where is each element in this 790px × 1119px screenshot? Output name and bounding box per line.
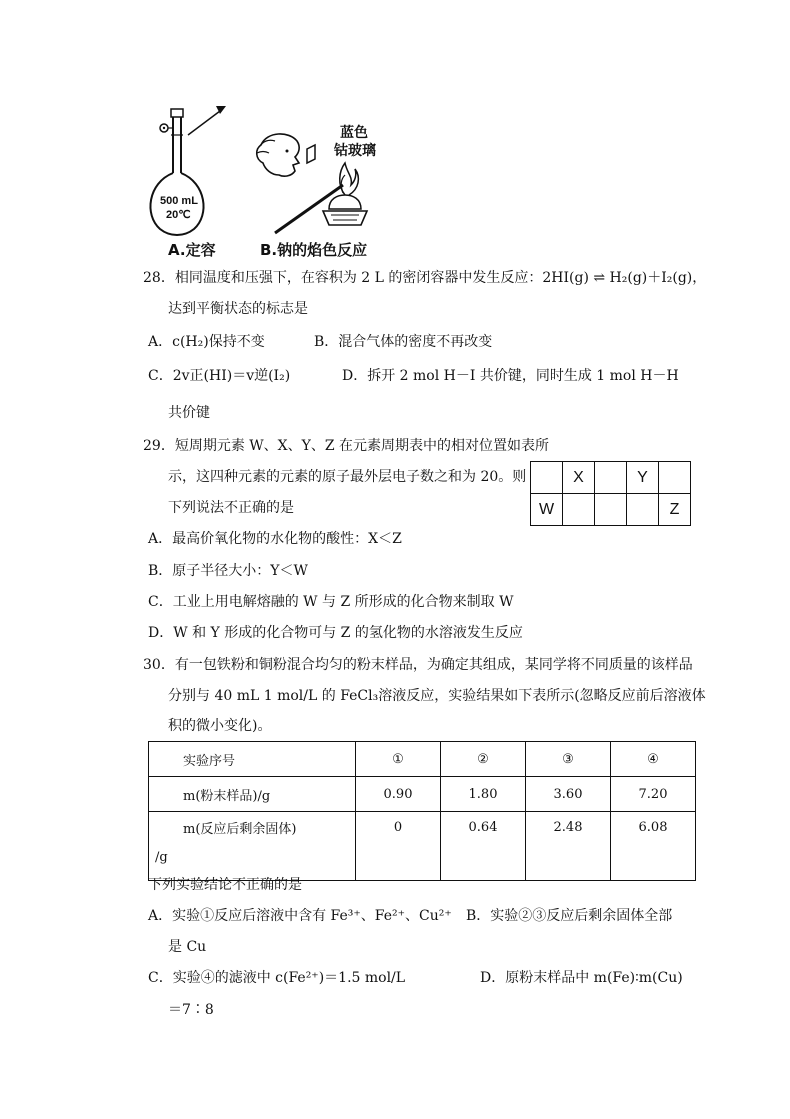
q28-option-c: C．2v正(HI)＝v逆(I₂) — [148, 368, 291, 384]
q29-option-b: B．原子半径大小：Y＜W — [148, 563, 308, 579]
table-cell: 0.90 — [356, 777, 441, 812]
grid-row — [531, 462, 691, 494]
q30-option-d: D．原粉末样品中 m(Fe)∶m(Cu) — [480, 970, 683, 986]
table-row — [149, 777, 696, 812]
periodic-position-grid — [530, 461, 691, 526]
q30-option-c: C．实验④的滤液中 c(Fe²⁺)＝1.5 mol/L — [148, 970, 406, 986]
table-header-cell: ③ — [526, 742, 611, 777]
table-row-label-line2: /g — [155, 850, 168, 865]
table-cell: 1.80 — [441, 777, 526, 812]
q30-option-b-continued: 是 Cu — [168, 939, 207, 955]
q29-stem-line3: 下列说法不正确的是 — [168, 500, 294, 516]
q29-option-d: D．W 和 Y 形成的化合物可与 Z 的氢化物的水溶液发生反应 — [148, 625, 523, 641]
cobalt-glass-label-line2: 钴玻璃 — [334, 143, 376, 159]
table-cell: 7.20 — [611, 777, 696, 812]
grid-cell-x: X — [563, 462, 595, 494]
grid-cell — [531, 462, 563, 494]
figure-b-caption: B.钠的焰色反应 — [260, 241, 368, 259]
table-cell: 0.64 — [441, 812, 526, 881]
grid-cell-y: Y — [627, 462, 659, 494]
table-cell: 3.60 — [526, 777, 611, 812]
volumetric-flask-illustration — [140, 95, 250, 245]
table-cell: 0 — [356, 812, 441, 881]
q29-option-c: C．工业上用电解熔融的 W 与 Z 所形成的化合物来制取 W — [148, 594, 514, 610]
q30-option-d-continued: ＝7∶8 — [168, 1002, 214, 1018]
q30-stem-line3: 积的微小变化)。 — [168, 718, 272, 734]
experiment-table — [148, 741, 696, 881]
q29-stem-line2: 示，这四种元素的元素的原子最外层电子数之和为 20。则 — [168, 469, 527, 485]
table-header-cell: 实验序号 — [149, 742, 356, 777]
grid-cell — [595, 462, 627, 494]
table-cell: 6.08 — [611, 812, 696, 881]
figure-a-caption: A.定容 — [168, 241, 216, 259]
q28-stem-line1: 28．相同温度和压强下，在容积为 2 L 的密闭容器中发生反应：2HI(g) ⇌ H₂(g)＋I₂(g)， — [143, 270, 707, 286]
table-row-label: m(粉末样品)/g — [149, 777, 356, 812]
table-header-cell: ② — [441, 742, 526, 777]
flask-temp-label: 20℃ — [166, 209, 191, 221]
table-row — [149, 812, 696, 881]
grid-cell-w: W — [531, 494, 563, 526]
q29-option-a: A．最高价氧化物的水化物的酸性：X＜Z — [148, 531, 402, 547]
grid-cell — [659, 462, 691, 494]
q30-stem-line1: 30．有一包铁粉和铜粉混合均匀的粉末样品，为确定其组成，某同学将不同质量的该样品 — [143, 657, 693, 673]
grid-row — [531, 494, 691, 526]
q30-option-b: B．实验②③反应后剩余固体全部 — [466, 908, 673, 924]
grid-cell — [563, 494, 595, 526]
grid-cell — [627, 494, 659, 526]
q28-stem-line2: 达到平衡状态的标志是 — [168, 301, 308, 317]
table-row-label-line1: m(反应后剩余固体) — [183, 822, 297, 837]
q28-option-d: D．拆开 2 mol H－I 共价键，同时生成 1 mol H－H — [342, 368, 679, 384]
table-header-row — [149, 742, 696, 777]
q28-option-a: A．c(H₂)保持不变 — [148, 334, 265, 350]
grid-cell-z: Z — [659, 494, 691, 526]
grid-cell — [595, 494, 627, 526]
table-cell: 2.48 — [526, 812, 611, 881]
figure-area — [140, 95, 400, 265]
q30-option-a: A．实验①反应后溶液中含有 Fe³⁺、Fe²⁺、Cu²⁺ — [148, 908, 452, 924]
table-header-cell: ① — [356, 742, 441, 777]
table-header-cell: ④ — [611, 742, 696, 777]
q29-stem-line1: 29．短周期元素 W、X、Y、Z 在元素周期表中的相对位置如表所 — [143, 438, 550, 454]
cobalt-glass-label-line1: 蓝色 — [340, 125, 368, 141]
table-row-label — [149, 812, 356, 881]
q28-option-b: B．混合气体的密度不再改变 — [314, 334, 493, 350]
q28-option-d-continued: 共价键 — [168, 405, 210, 421]
q30-question: 下列实验结论不正确的是 — [148, 877, 302, 893]
q30-stem-line2: 分别与 40 mL 1 mol/L 的 FeCl₃溶液反应，实验结果如下表所示(忽略反应前后溶液体 — [168, 688, 706, 704]
flask-volume-label: 500 mL — [160, 195, 198, 207]
